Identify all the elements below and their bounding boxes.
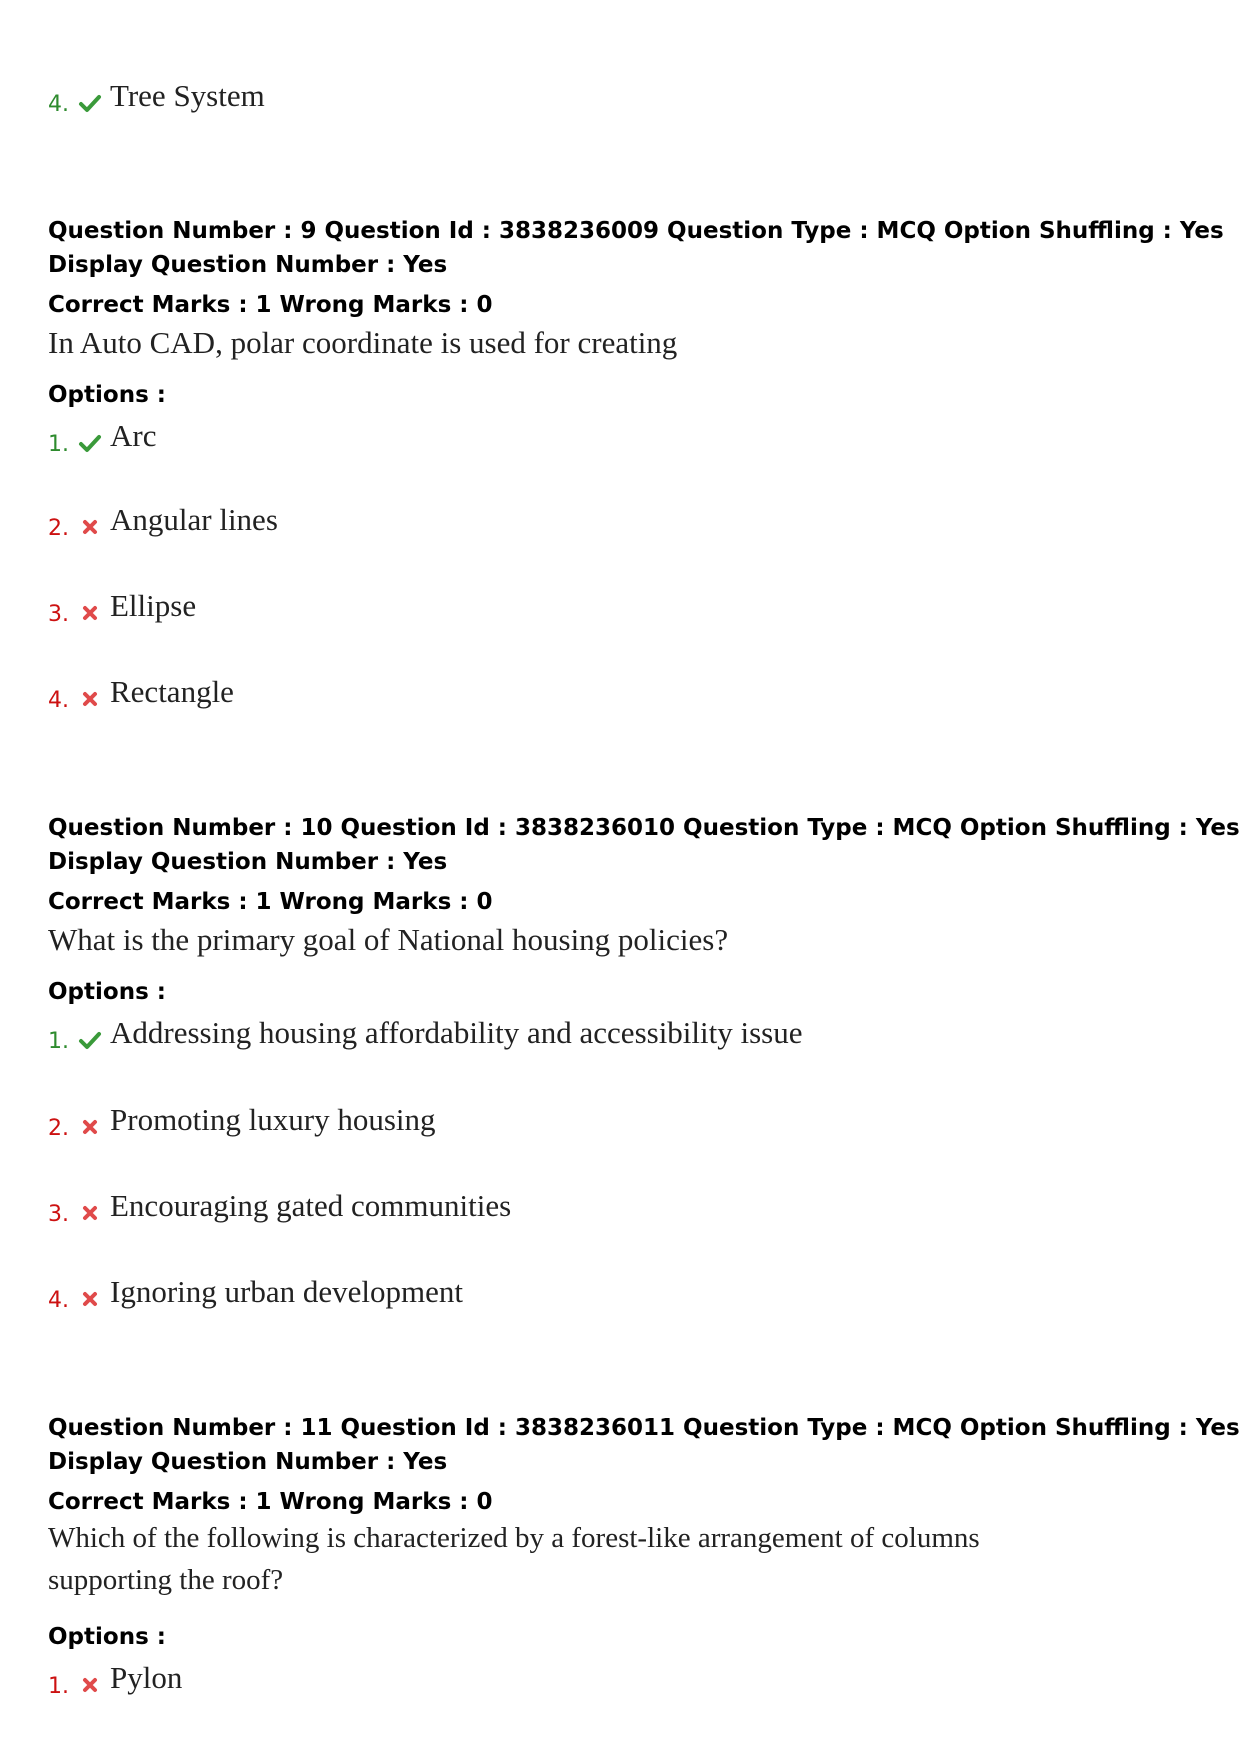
options-label: Options : <box>48 979 166 1005</box>
cross-icon <box>78 1116 102 1138</box>
question-header: Question Number : 9 Question Id : 3838236009 Question Type : MCQ Option Shuffling : Yes <box>48 218 1224 244</box>
options-label: Options : <box>48 1624 166 1650</box>
question-header: Question Number : 10 Question Id : 3838236010 Question Type : MCQ Option Shuffling : Yes <box>48 815 1240 841</box>
cross-icon <box>78 1674 102 1696</box>
option-number: 4. <box>48 92 69 117</box>
cross-icon <box>78 1288 102 1310</box>
marks-line: Correct Marks : 1 Wrong Marks : 0 <box>48 292 493 318</box>
option-number: 1. <box>48 1674 69 1699</box>
option-number: 3. <box>48 1202 69 1227</box>
question-header: Question Number : 11 Question Id : 3838236011 Question Type : MCQ Option Shuffling : Yes <box>48 1415 1240 1441</box>
cross-icon <box>78 602 102 624</box>
marks-line: Correct Marks : 1 Wrong Marks : 0 <box>48 1489 493 1515</box>
option-number: 1. <box>48 1029 69 1054</box>
display-question-number: Display Question Number : Yes <box>48 252 448 278</box>
checkmark-icon <box>78 1029 102 1051</box>
checkmark-icon <box>78 92 102 114</box>
option-text: Angular lines <box>110 502 278 537</box>
option-text: Ellipse <box>110 588 197 623</box>
option-text: Tree System <box>110 78 265 113</box>
option-number: 3. <box>48 602 69 627</box>
checkmark-icon <box>78 432 102 454</box>
cross-icon <box>78 1202 102 1224</box>
option-text: Addressing housing affordability and accessibility issue <box>110 1015 803 1050</box>
options-label: Options : <box>48 382 166 408</box>
option-text: Encouraging gated communities <box>110 1188 512 1223</box>
option-number: 2. <box>48 516 69 541</box>
option-number: 2. <box>48 1116 69 1141</box>
question-text: In Auto CAD, polar coordinate is used for creating <box>48 325 678 360</box>
cross-icon <box>78 516 102 538</box>
option-number: 4. <box>48 688 69 713</box>
option-text: Arc <box>110 418 157 453</box>
display-question-number: Display Question Number : Yes <box>48 1449 448 1475</box>
option-text: Pylon <box>110 1660 183 1695</box>
option-number: 1. <box>48 432 69 457</box>
cross-icon <box>78 688 102 710</box>
option-number: 4. <box>48 1288 69 1313</box>
marks-line: Correct Marks : 1 Wrong Marks : 0 <box>48 889 493 915</box>
option-text: Ignoring urban development <box>110 1274 463 1309</box>
question-text: What is the primary goal of National housing policies? <box>48 922 729 957</box>
question-text: Which of the following is characterized by a forest-like arrangement of columns <box>48 1522 980 1554</box>
question-text-line2: supporting the roof? <box>48 1564 284 1596</box>
option-text: Promoting luxury housing <box>110 1102 436 1137</box>
display-question-number: Display Question Number : Yes <box>48 849 448 875</box>
option-text: Rectangle <box>110 674 234 709</box>
